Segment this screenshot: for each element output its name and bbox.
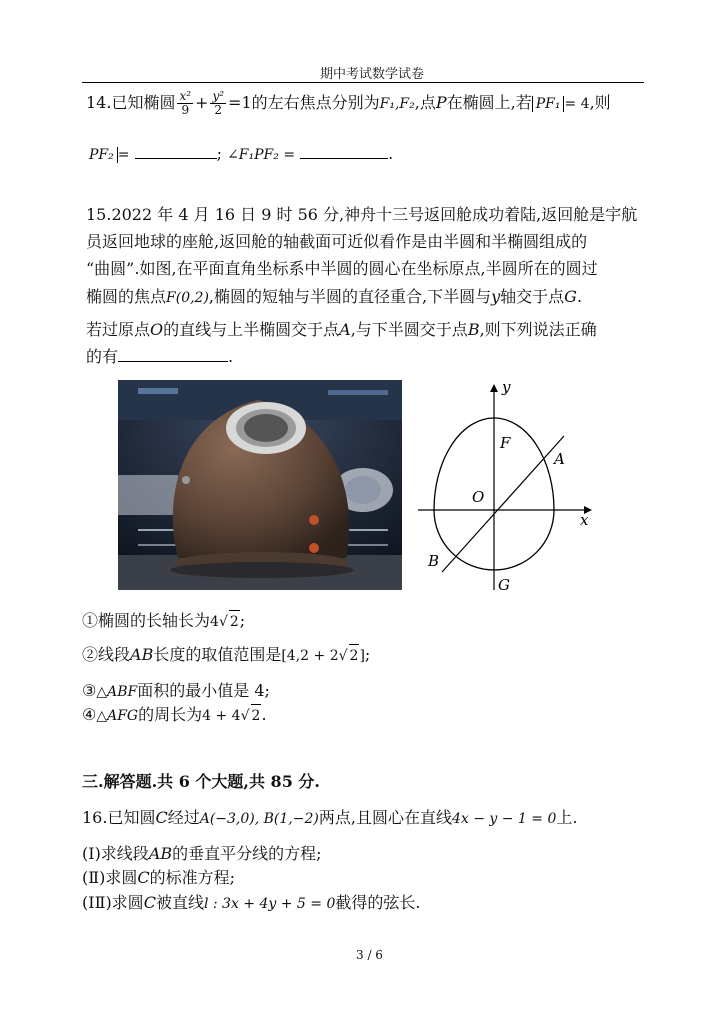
point-B-label: B: [428, 552, 440, 570]
curved-circle-figure: [408, 378, 608, 594]
q16-line1: 16.已知圆C经过A(−3,0), B(1,−2)两点,且圆心在直线4x − y − 1 = 0上.: [82, 808, 578, 827]
q16-part2: (Ⅱ)求圆C的标准方程;: [82, 868, 236, 887]
q15-line1: 15.2022 年 4 月 16 日 9 时 56 分,神舟十三号返回舱成功着陆,返回舱是宇航: [86, 205, 638, 224]
fraction-y2-2: $\frac{\text{y²}}{2}$: [212, 89, 225, 117]
q15-line3: “曲圆”.如图,在平面直角坐标系中半圆的圆心在坐标原点,半圆所在的圆过: [86, 259, 598, 278]
q16-part3: (IⅡ)求圆C被直线l : 3x + 4y + 5 = 0截得的弦长.: [82, 893, 421, 912]
answer-blank-angle[interactable]: [300, 144, 388, 159]
option-1: ①椭圆的长轴长为4√ 2;: [82, 610, 245, 633]
page-header: 期中考试数学试卷: [320, 67, 425, 82]
y-axis-arrow: [490, 384, 498, 392]
q15-line4: 椭圆的焦点F(0,2),椭圆的短轴与半圆的直径重合,下半圆与y轴交于点G.: [86, 287, 583, 306]
point-G-label: G: [498, 576, 510, 594]
points-AB: A(−3,0), B(1,−2): [199, 811, 319, 827]
q14-line2: PF₂ = ; ∠F₁PF₂ = .: [86, 143, 393, 166]
header-rule: [82, 82, 644, 83]
q14-text-a: 已知椭圆: [111, 93, 176, 112]
center-line: 4x − y − 1 = 0: [451, 811, 557, 827]
abs-pf2: PF₂: [86, 147, 118, 163]
answer-blank-pf2[interactable]: [135, 144, 217, 159]
abs-pf1: PF₁: [532, 96, 565, 112]
focus-coord: F(0,2): [166, 290, 209, 306]
q15-line6: 的有 .: [86, 347, 234, 366]
x-label: x: [580, 511, 589, 529]
point-F-label: F: [500, 434, 511, 452]
q14-number: 14.: [86, 93, 112, 112]
q15-line5: 若过原点O的直线与上半椭圆交于点A,与下半圆交于点B,则下列说法正确: [86, 320, 597, 339]
y-label: y: [502, 378, 511, 396]
page-number: 3 / 6: [356, 948, 383, 962]
q16-part1: (Ⅰ)求线段AB的垂直平分线的方程;: [82, 844, 322, 863]
angle-label: ∠F₁PF₂ =: [227, 147, 296, 163]
capsule-illustration: [118, 380, 402, 590]
fraction-x2-9: $\frac{\text{x²}}{9}$: [179, 89, 192, 117]
option-4: ④△AFG的周长为4 + 4√ 2.: [82, 704, 267, 727]
point-O-label: O: [472, 488, 485, 506]
chord-line: l : 3x + 4y + 5 = 0: [203, 896, 336, 912]
foci-label: F₁,F₂: [379, 96, 415, 112]
option-2: ②线段AB长度的取值范围是[4,2 + 2√ 2];: [82, 644, 370, 667]
q14-line1: 14.已知椭圆 $\frac{\text{x²}}{9}$ + $\frac{\text{y²}}{2}$ =1的左右焦点分别为F₁,F₂,点P在椭圆上,若 PF₁ = 4,则: [86, 89, 611, 117]
capsule-photo: [118, 380, 402, 590]
q15-line2: 员返回地球的座舱,返回舱的轴截面可近似看作是由半圆和半椭圆组成的: [86, 232, 588, 251]
answer-blank-q15[interactable]: [118, 347, 228, 362]
section-3-title: 三.解答题.共 6 个大题,共 85 分.: [82, 772, 320, 791]
point-A-label: A: [554, 450, 565, 468]
option-3: ③△ABF面积的最小值是 4;: [82, 681, 270, 700]
line-through-origin: [442, 436, 564, 572]
